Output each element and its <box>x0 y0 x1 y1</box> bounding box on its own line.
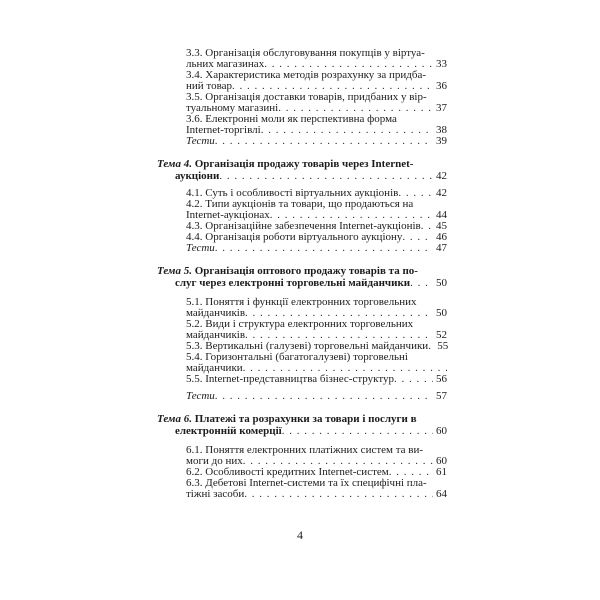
page-ref: 55 <box>437 340 449 352</box>
toc-entry-text: майданчики <box>186 362 243 374</box>
toc-entry-tests <box>157 391 447 402</box>
toc-entry-text: Тести <box>186 390 215 402</box>
topic-label: Тема 5. <box>157 265 192 277</box>
page-ref: 60 <box>436 425 447 437</box>
dot-leader <box>421 221 433 232</box>
toc-entry-5-2 <box>157 319 447 341</box>
toc-entry-text: Тести <box>186 135 215 147</box>
toc-entry-text: 5.2. Види і структура електронних торговельних <box>186 318 414 330</box>
topic-title: Організація оптового продажу товарів та по- <box>194 265 418 277</box>
toc-entry-text: 6.2. Особливості кредитних Internet-систем <box>186 466 389 478</box>
toc-entry-text: 5.5. Internet-представництва бізнес-структур <box>186 373 395 385</box>
toc-entry-text: туальному магазині <box>186 102 279 114</box>
toc-entry-text: 4.1. Суть і особливості віртуальних аукціонів <box>186 187 399 199</box>
dot-leader <box>215 391 433 402</box>
topic-label: Тема 6. <box>157 413 192 425</box>
toc-entry-text: 3.3. Організація обслуговування покупців у віртуа- <box>186 47 425 59</box>
toc-entry-5-1 <box>157 297 447 319</box>
page-ref: 56 <box>436 373 447 385</box>
toc-entry-text: 6.1. Поняття електронних платіжних систем та ви- <box>186 444 424 456</box>
dot-leader <box>244 489 433 500</box>
toc-entry-5-5 <box>157 374 447 385</box>
toc-entry-text: 5.4. Горизонтальні (багатогалузеві) торговельні <box>186 351 408 363</box>
page-ref: 39 <box>436 135 447 147</box>
page-ref: 46 <box>436 231 447 243</box>
toc-entry-text: майданчиків <box>186 307 246 319</box>
toc-topic-5 <box>157 266 447 289</box>
toc-entry-6-1 <box>157 445 447 467</box>
toc-entry-tests <box>157 243 447 254</box>
page-ref: 52 <box>436 329 447 341</box>
page-ref: 61 <box>436 466 447 478</box>
dot-leader <box>261 125 433 136</box>
toc-entry-text: 5.3. Вертикальні (галузеві) торговельні майданчики <box>186 340 429 352</box>
toc-entry-3-6 <box>157 114 447 136</box>
toc-entry-text: 4.3. Організаційне забезпечення Internet-аукціонів <box>186 220 421 232</box>
dot-leader <box>402 232 433 243</box>
toc-entry-text: майданчиків <box>186 329 246 341</box>
toc-entry-text: моги до них <box>186 455 243 467</box>
topic-title: Організація продажу товарів через Internet- <box>194 158 414 170</box>
dot-leader <box>215 136 433 147</box>
page-ref: 64 <box>436 488 447 500</box>
topic-title: електронній комерції <box>175 425 282 437</box>
toc-entry-text: 6.3. Дебетові Internet-системи та їх специфічні пла- <box>186 477 427 489</box>
page-ref: 44 <box>436 209 447 221</box>
dot-leader <box>282 426 433 437</box>
page-ref: 38 <box>436 124 447 136</box>
toc-entry-text: 3.6. Електронні моли як перспективна форма <box>186 113 397 125</box>
toc-entry-6-3 <box>157 478 447 500</box>
toc-entry-text: Тести <box>186 242 215 254</box>
toc-entry-tests <box>157 136 447 147</box>
page-ref: 42 <box>436 170 447 182</box>
page-ref: 33 <box>436 58 447 70</box>
toc-entry-4-2 <box>157 199 447 221</box>
topic-title: Платежі та розрахунки за товари і послуги в <box>194 413 417 425</box>
toc-topic-6 <box>157 414 447 437</box>
page-ref: 50 <box>436 277 447 289</box>
page-ref: 36 <box>436 80 447 92</box>
toc-entry-text: 5.1. Поняття і функції електронних торговельних <box>186 296 417 308</box>
topic-title: аукціони <box>175 170 220 182</box>
dot-leader <box>394 374 433 385</box>
page-ref: 37 <box>436 102 447 114</box>
toc-entry-3-5 <box>157 92 447 114</box>
toc-topic-4 <box>157 159 447 182</box>
page-ref: 60 <box>436 455 447 467</box>
toc-entry-text: ний товар <box>186 80 233 92</box>
dot-leader <box>410 278 433 289</box>
dot-leader <box>219 171 433 182</box>
toc-entry-text: Internet-аукціонах <box>186 209 270 221</box>
page-ref: 45 <box>436 220 447 232</box>
table-of-contents <box>157 48 447 500</box>
page-ref: 57 <box>436 390 447 402</box>
topic-title: слуг через електронні торговельні майданчики <box>175 277 411 289</box>
page-ref: 50 <box>436 307 447 319</box>
toc-entry-3-3 <box>157 48 447 70</box>
toc-entry-3-4 <box>157 70 447 92</box>
toc-entry-text: 4.4. Організація роботи віртуального аукціону <box>186 231 403 243</box>
toc-entry-text: 3.5. Організація доставки товарів, придбаних у вір- <box>186 91 427 103</box>
toc-entry-text: тіжні засоби <box>186 488 245 500</box>
toc-entry-text: 4.2. Типи аукціонів та товари, що продаються на <box>186 198 414 210</box>
page-number: 4 <box>297 528 303 542</box>
page-ref: 47 <box>436 242 447 254</box>
toc-entry-text: Internet-торгівлі <box>186 124 261 136</box>
toc-entry-5-4 <box>157 352 447 374</box>
toc-entry-text: 3.4. Характеристика методів розрахунку за придба- <box>186 69 427 81</box>
page-ref: 42 <box>436 187 447 199</box>
dot-leader <box>215 243 433 254</box>
topic-label: Тема 4. <box>157 158 192 170</box>
toc-entry-text: льних магазинах <box>186 58 265 70</box>
